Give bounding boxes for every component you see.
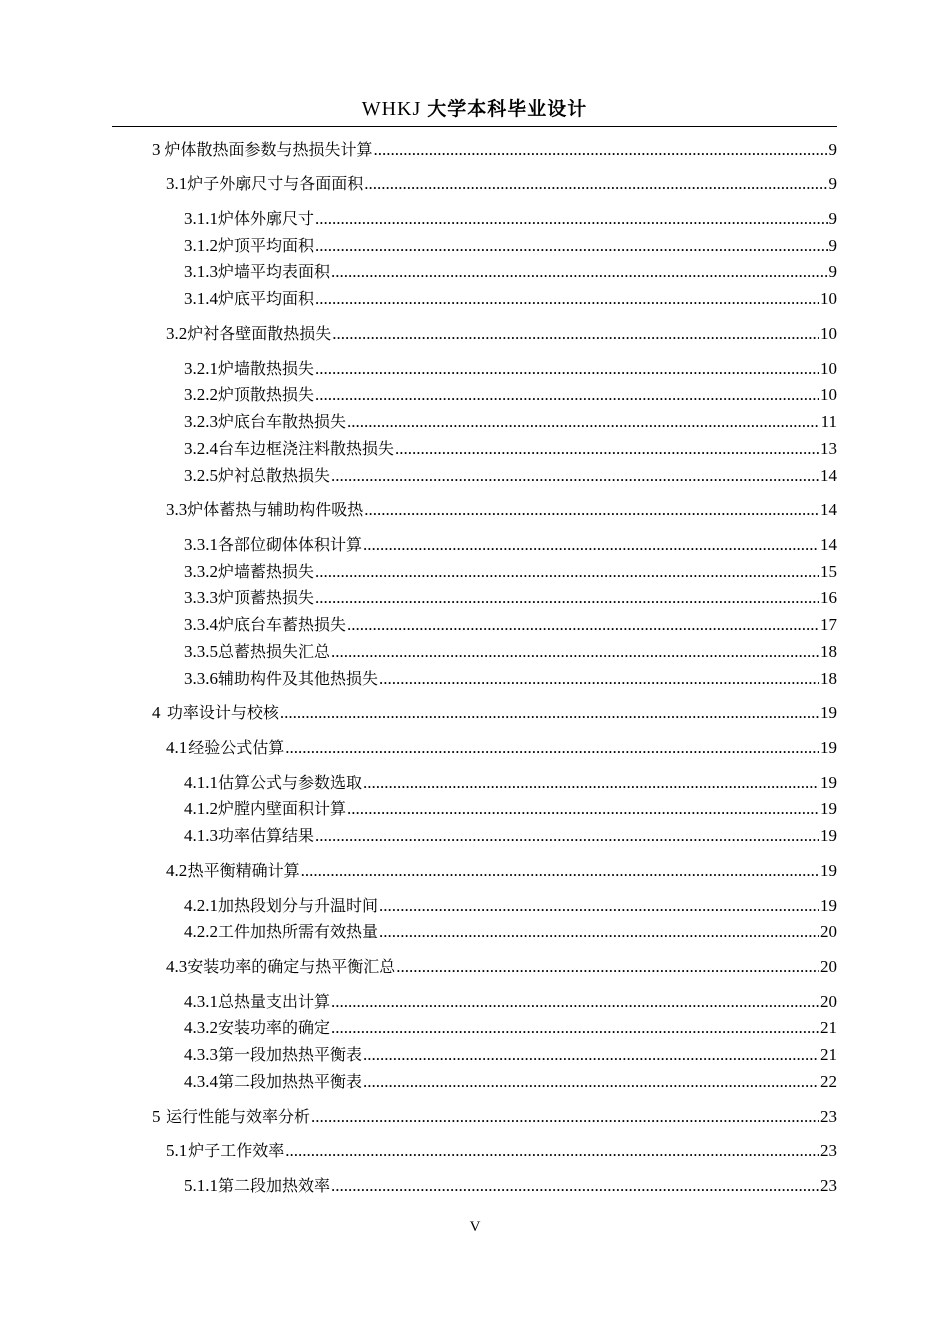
toc-entry-page: 9 — [828, 174, 837, 193]
toc-dot-leader — [347, 798, 819, 820]
toc-dot-leader — [315, 561, 819, 583]
toc-entry[interactable] — [166, 173, 837, 195]
toc-entry[interactable] — [184, 1044, 837, 1066]
toc-entry[interactable] — [184, 465, 837, 487]
toc-entry-number: 4.1 — [166, 738, 188, 757]
toc-entry-number: 3.1.2 — [184, 236, 218, 255]
toc-dot-leader — [331, 1175, 819, 1197]
toc-entry[interactable] — [166, 737, 837, 759]
toc-entry[interactable] — [184, 772, 837, 794]
toc-entry[interactable] — [184, 1071, 837, 1093]
toc-dot-leader — [315, 288, 819, 310]
toc-entry-title: 工件加热所需有效热量 — [218, 922, 379, 941]
toc-entry-title: 炉体外廓尺寸 — [218, 209, 315, 228]
toc-dot-leader — [363, 534, 819, 556]
toc-entry-page: 19 — [820, 773, 837, 792]
toc-entry-number: 4 — [152, 703, 161, 722]
toc-entry-title: 炉底平均面积 — [218, 289, 315, 308]
toc-entry-title: 安装功率的确定与热平衡汇总 — [187, 957, 396, 976]
toc-entry[interactable] — [184, 614, 837, 636]
toc-entry-page: 15 — [820, 562, 837, 581]
toc-entry-page: 13 — [820, 439, 837, 458]
toc-dot-leader — [331, 261, 827, 283]
toc-dot-leader — [315, 384, 819, 406]
toc-dot-leader — [331, 1017, 819, 1039]
toc-dot-leader — [363, 772, 819, 794]
toc-entry-page: 10 — [820, 359, 837, 378]
toc-entry-number: 4.3.3 — [184, 1045, 218, 1064]
toc-entry-page: 17 — [820, 615, 837, 634]
toc-entry-page: 19 — [820, 896, 837, 915]
toc-entry-page: 18 — [820, 669, 837, 688]
toc-entry-number: 3.3.1 — [184, 535, 218, 554]
toc-entry[interactable] — [184, 991, 837, 1013]
toc-dot-leader — [347, 614, 819, 636]
toc-dot-leader — [315, 235, 827, 257]
toc-entry-number: 4.1.2 — [184, 799, 218, 818]
toc-dot-leader — [331, 465, 819, 487]
toc-dot-leader — [395, 438, 819, 460]
toc-entry-title: 总热量支出计算 — [218, 992, 331, 1011]
header-latin: WHKJ — [361, 98, 422, 120]
toc-entry[interactable] — [184, 1017, 837, 1039]
toc-entry-page: 22 — [820, 1072, 837, 1091]
toc-entry-title: 炉底台车蓄热损失 — [218, 615, 347, 634]
toc-entry[interactable] — [184, 208, 837, 230]
toc-entry[interactable] — [184, 561, 837, 583]
page-number: V — [469, 1219, 481, 1235]
toc-entry-number: 4.3.4 — [184, 1072, 218, 1091]
toc-entry-number: 4.3 — [166, 957, 188, 976]
toc-entry[interactable] — [184, 438, 837, 460]
toc-entry-number: 3.1.3 — [184, 262, 218, 281]
toc-entry-page: 23 — [820, 1141, 837, 1160]
toc-entry[interactable] — [184, 895, 837, 917]
toc-dot-leader — [364, 499, 819, 521]
toc-entry-title: 炉体散热面参数与热损失计算 — [164, 140, 373, 159]
toc-entry[interactable] — [152, 702, 837, 724]
toc-entry-number: 3.2.3 — [184, 412, 218, 431]
toc-entry-title: 辅助构件及其他热损失 — [218, 669, 379, 688]
toc-entry-number: 3.2.5 — [184, 466, 218, 485]
toc-entry-page: 20 — [820, 992, 837, 1011]
toc-entry-title: 炉体蓄热与辅助构件吸热 — [187, 500, 364, 519]
toc-entry-page: 9 — [828, 140, 837, 159]
toc-entry-number: 3.3.2 — [184, 562, 218, 581]
toc-entry-page: 14 — [820, 535, 837, 554]
toc-entry-number: 3.1.1 — [184, 209, 218, 228]
toc-entry-page: 21 — [820, 1045, 837, 1064]
toc-dot-leader — [363, 1071, 819, 1093]
toc-entry-title: 第二段加热热平衡表 — [218, 1072, 363, 1091]
toc-entry[interactable] — [184, 921, 837, 943]
toc-entry-title: 炉底台车散热损失 — [218, 412, 347, 431]
toc-dot-leader — [331, 641, 819, 663]
toc-entry-title: 炉顶散热损失 — [218, 385, 315, 404]
toc-entry-title: 炉子外廓尺寸与各面面积 — [187, 174, 364, 193]
toc-entry-title: 热平衡精确计算 — [187, 861, 300, 880]
toc-entry-number: 3.1 — [166, 174, 188, 193]
toc-entry-page: 10 — [820, 289, 837, 308]
toc-entry-number: 5.1 — [166, 1141, 188, 1160]
toc-entry-number: 4.2.2 — [184, 922, 218, 941]
toc-entry-page: 19 — [820, 703, 837, 722]
toc-entry-title: 台车边框浇注料散热损失 — [218, 439, 395, 458]
toc-entry-number: 3.2 — [166, 324, 188, 343]
toc-entry-title: 炉子工作效率 — [188, 1141, 285, 1160]
toc-dot-leader — [379, 895, 819, 917]
toc-dot-leader — [285, 737, 819, 759]
toc-entry-number: 3.3.4 — [184, 615, 218, 634]
toc-entry[interactable] — [184, 825, 837, 847]
toc-dot-leader — [379, 921, 819, 943]
toc-entry-title: 安装功率的确定 — [218, 1018, 331, 1037]
toc-dot-leader — [396, 956, 819, 978]
toc-dot-leader — [379, 668, 819, 690]
toc-entry-page: 21 — [820, 1018, 837, 1037]
toc-entry-title: 估算公式与参数选取 — [218, 773, 363, 792]
toc-entry-number: 3.3.3 — [184, 588, 218, 607]
toc-dot-leader — [285, 1140, 819, 1162]
toc-entry-number: 4.1.3 — [184, 826, 218, 845]
toc-entry-number: 5.1.1 — [184, 1176, 218, 1195]
toc-entry-page: 14 — [820, 500, 837, 519]
toc-entry-number: 4.2 — [166, 861, 188, 880]
toc-entry-number: 3.2.2 — [184, 385, 218, 404]
toc-entry[interactable] — [184, 1175, 837, 1197]
toc-entry-title: 炉墙散热损失 — [218, 359, 315, 378]
toc-entry-number: 3.3.5 — [184, 642, 218, 661]
toc-entry[interactable] — [166, 499, 837, 521]
toc-entry-page: 20 — [820, 957, 837, 976]
toc-entry-title: 炉膛内壁面积计算 — [218, 799, 347, 818]
toc-entry-number: 4.3.2 — [184, 1018, 218, 1037]
toc-entry[interactable] — [166, 1140, 837, 1162]
toc-dot-leader — [315, 825, 819, 847]
toc-entry-number: 3.3.6 — [184, 669, 218, 688]
toc-entry[interactable] — [184, 668, 837, 690]
toc-entry-number: 4.3.1 — [184, 992, 218, 1011]
toc-entry-title: 炉衬各壁面散热损失 — [187, 324, 332, 343]
toc-dot-leader — [315, 358, 819, 380]
toc-entry-page: 9 — [828, 262, 837, 281]
toc-entry-title: 运行性能与效率分析 — [165, 1107, 310, 1126]
toc-dot-leader — [301, 860, 819, 882]
toc-entry-title: 第一段加热热平衡表 — [218, 1045, 363, 1064]
toc-entry-title: 加热段划分与升温时间 — [218, 896, 379, 915]
toc-entry-number: 5 — [152, 1107, 161, 1126]
toc-entry-number: 4.1.1 — [184, 773, 218, 792]
toc-entry[interactable] — [152, 139, 837, 161]
toc-entry-page: 16 — [820, 588, 837, 607]
toc-dot-leader — [280, 702, 819, 724]
toc-dot-leader — [347, 411, 820, 433]
toc-entry-number: 4.2.1 — [184, 896, 218, 915]
toc-entry[interactable] — [184, 235, 837, 257]
toc-entry-page: 19 — [820, 799, 837, 818]
toc-entry[interactable] — [184, 411, 837, 433]
toc-entry-page: 10 — [820, 385, 837, 404]
toc-entry-page: 20 — [820, 922, 837, 941]
toc-dot-leader — [374, 139, 828, 161]
toc-entry[interactable] — [184, 384, 837, 406]
toc-entry[interactable] — [184, 261, 837, 283]
toc-dot-leader — [331, 991, 819, 1013]
toc-entry-number: 3.2.4 — [184, 439, 218, 458]
toc-entry-page: 14 — [820, 466, 837, 485]
toc-entry[interactable] — [184, 358, 837, 380]
toc-entry-title: 第二段加热效率 — [218, 1176, 331, 1195]
toc-entry-title: 炉衬总散热损失 — [218, 466, 331, 485]
toc-entry-number: 3.2.1 — [184, 359, 218, 378]
toc-entry-title: 炉墙平均表面积 — [218, 262, 331, 281]
toc-entry[interactable] — [184, 534, 837, 556]
toc-entry-number: 3 — [152, 140, 161, 159]
toc-entry-page: 19 — [820, 738, 837, 757]
toc-entry-page: 11 — [820, 412, 837, 431]
toc-entry-page: 19 — [820, 826, 837, 845]
toc-entry-number: 3.3 — [166, 500, 188, 519]
toc-entry-title: 总蓄热损失汇总 — [218, 642, 331, 661]
toc-entry-title: 经验公式估算 — [188, 738, 285, 757]
toc-entry[interactable] — [152, 1106, 837, 1128]
toc-dot-leader — [315, 587, 819, 609]
toc-entry-number: 3.1.4 — [184, 289, 218, 308]
toc-entry-title: 功率估算结果 — [218, 826, 315, 845]
toc-entry-page: 18 — [820, 642, 837, 661]
toc-entry-title: 各部位砌体体积计算 — [218, 535, 363, 554]
header-cjk: 大学本科毕业设计 — [427, 98, 588, 120]
toc-dot-leader — [311, 1106, 819, 1128]
toc-entry-page: 9 — [828, 209, 837, 228]
toc-entry[interactable] — [184, 288, 837, 310]
toc-entry-page: 9 — [828, 236, 837, 255]
toc-entry-page: 23 — [820, 1176, 837, 1195]
toc-entry[interactable] — [166, 956, 837, 978]
toc-dot-leader — [332, 323, 819, 345]
toc-entry-title: 炉顶平均面积 — [218, 236, 315, 255]
toc-entry-page: 23 — [820, 1107, 837, 1126]
toc-dot-leader — [315, 208, 827, 230]
toc-entry-title: 炉顶蓄热损失 — [218, 588, 315, 607]
toc-entry[interactable] — [184, 587, 837, 609]
toc-entry[interactable] — [184, 641, 837, 663]
toc-entry[interactable] — [166, 323, 837, 345]
toc-dot-leader — [364, 173, 827, 195]
toc-entry[interactable] — [184, 798, 837, 820]
toc-entry-title: 功率设计与校核 — [166, 703, 279, 722]
toc-entry-page: 19 — [820, 861, 837, 880]
toc-dot-leader — [363, 1044, 819, 1066]
toc-entry-page: 10 — [820, 324, 837, 343]
toc-entry-title: 炉墙蓄热损失 — [218, 562, 315, 581]
toc-entry[interactable] — [166, 860, 837, 882]
